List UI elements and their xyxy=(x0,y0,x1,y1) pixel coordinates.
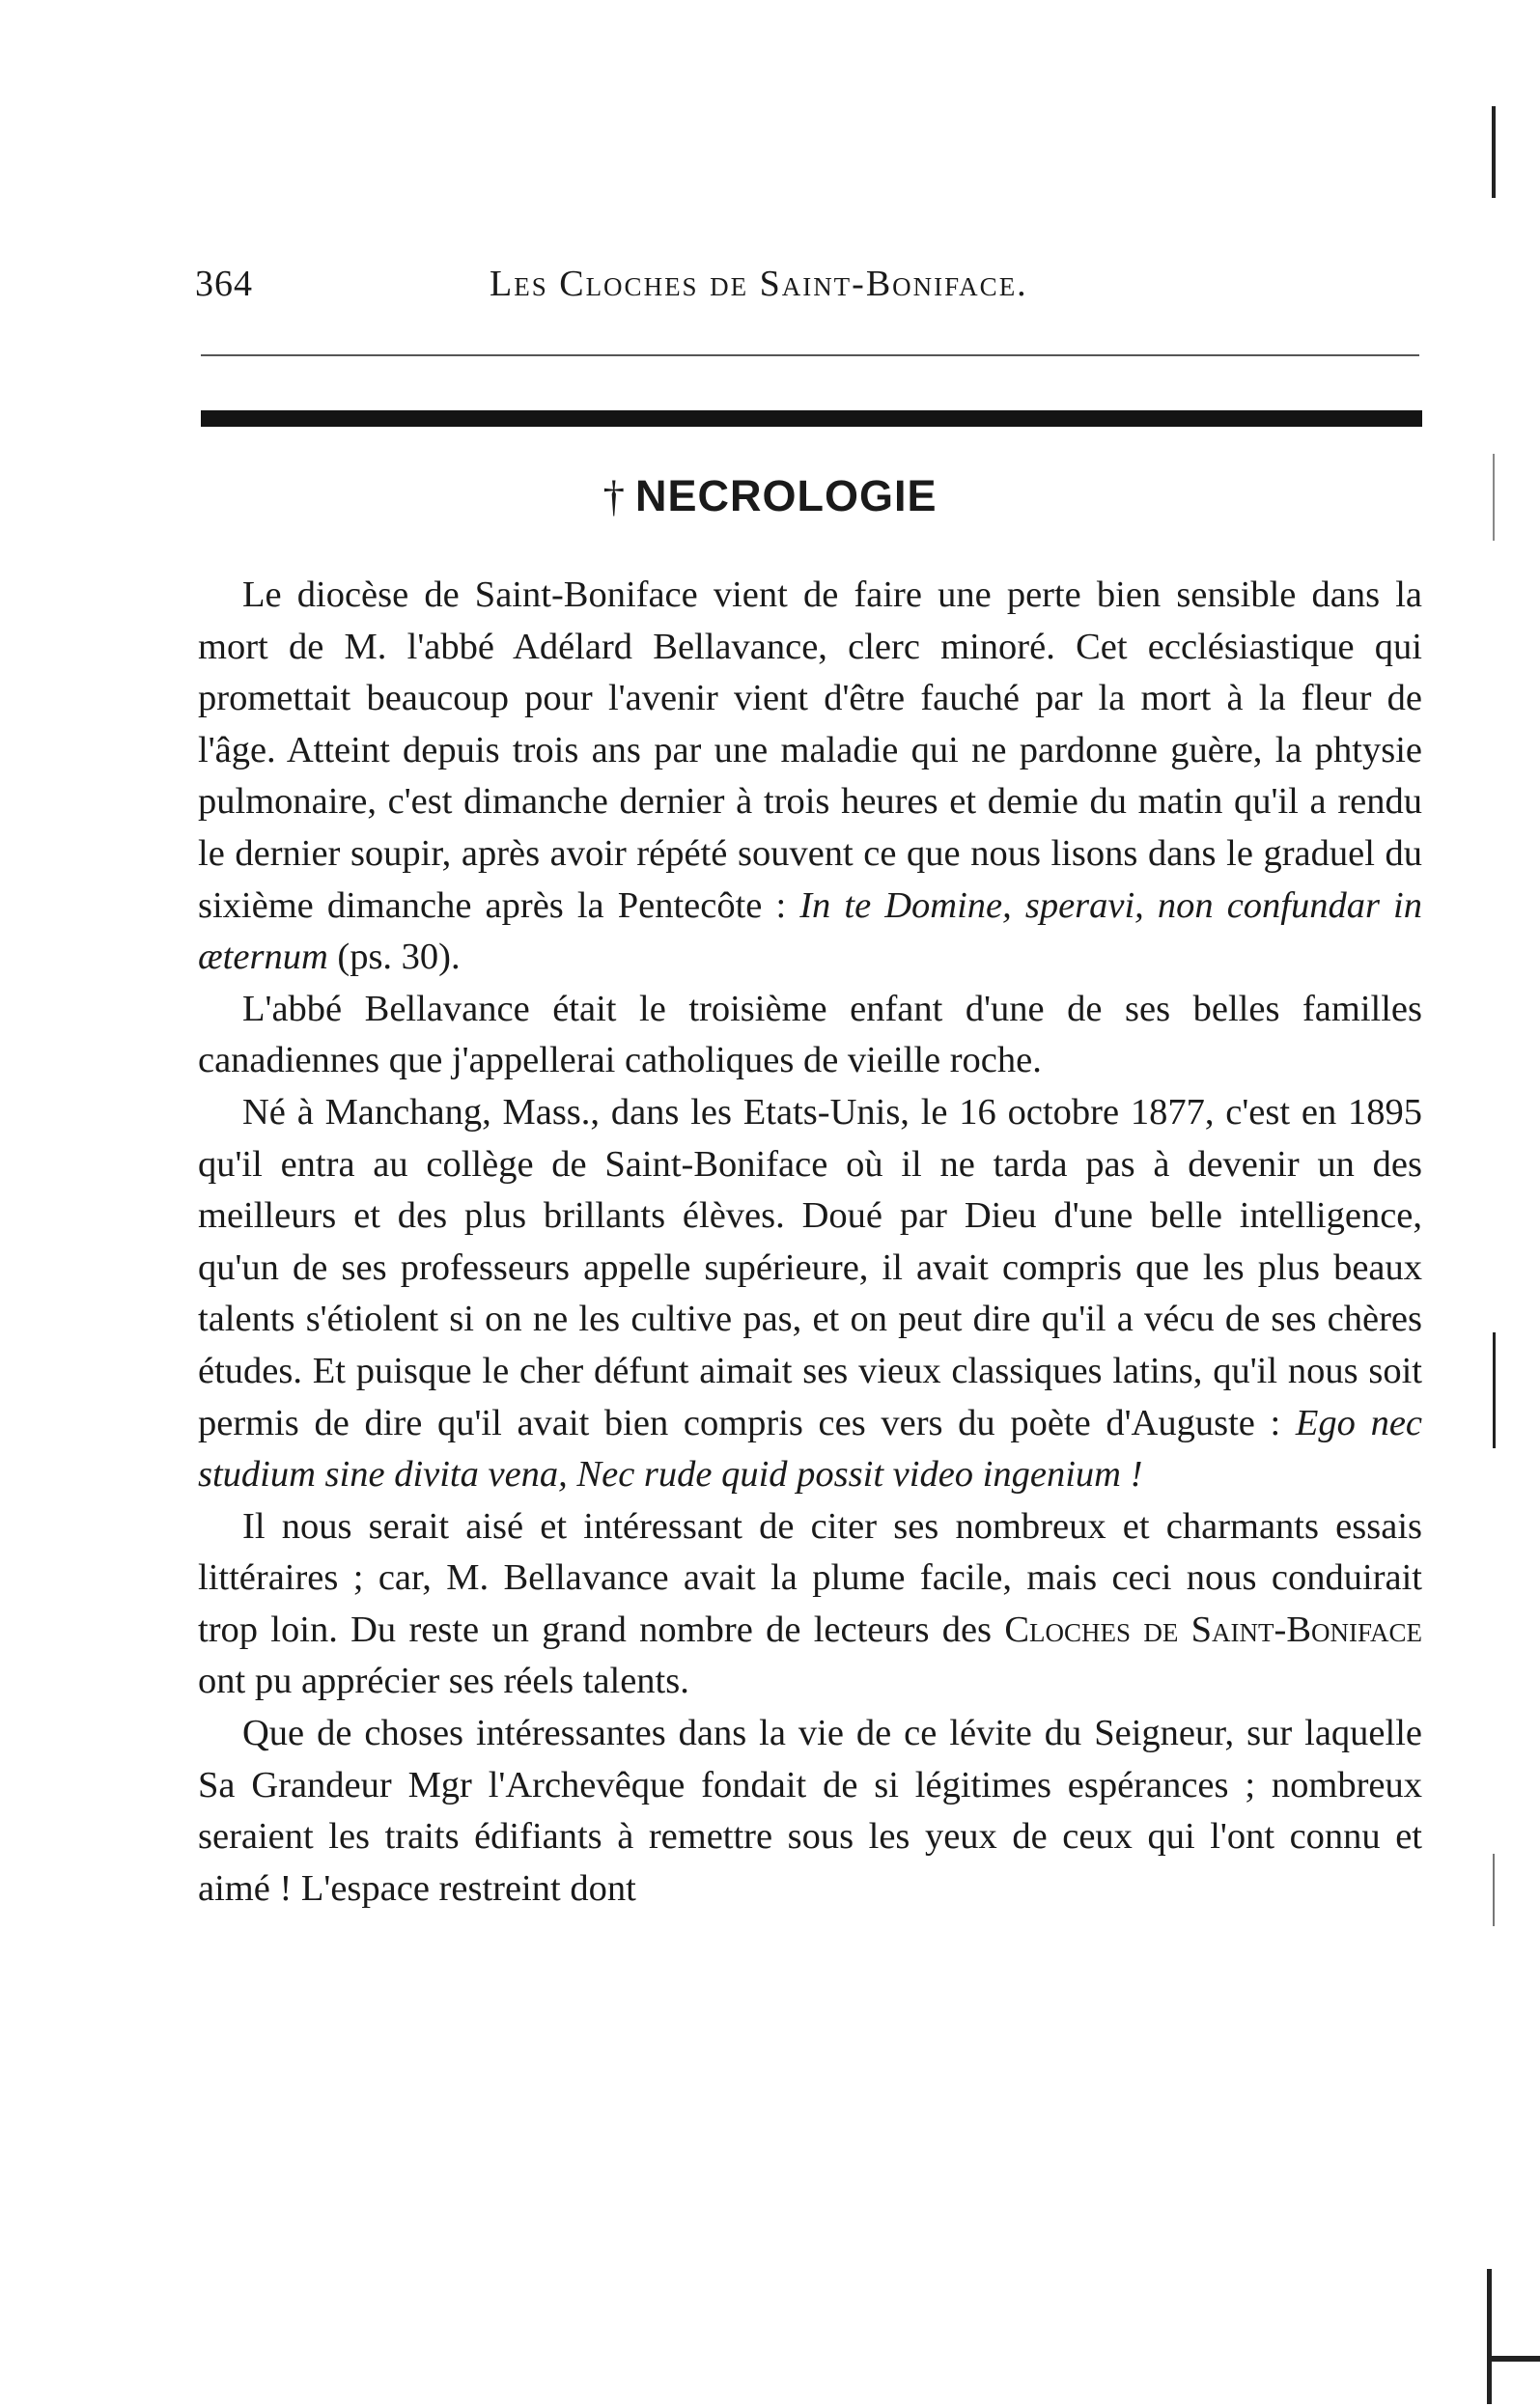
article-title: NECROLOGIE xyxy=(634,471,938,520)
scan-edge-mark xyxy=(1487,2269,1492,2404)
paragraph-4-end: ont pu apprécier ses réels talents. xyxy=(198,1661,689,1702)
header-rule xyxy=(201,354,1419,356)
paragraph-2-text: L'abbé Bellavance était le troisième enfant d'une de ses belles familles canadiennes que j'appellerai catholiques de vieille roche. xyxy=(198,988,1422,1081)
paragraph-3-text: Né à Manchang, Mass., dans les Etats-Unis, le 16 octobre 1877, c'est en 1895 qu'il entra au collège de Saint-Boniface où il ne tarda pas à devenir un des meilleurs et des plus brillants élèves. Doué par Dieu d'une belle intelligence, qu'un de ses professeurs appelle supérieure, il avait compris que les plus beaux talents s'étiolent si on ne les cultive pas, et on peut dire qu'il a vécu de ses chères études. Et puisque le cher défunt aimait ses vieux classiques latins, qu'il nous soit permis de dire qu'il avait bien compris ces vers du poète d'Auguste : xyxy=(198,1091,1422,1443)
running-title: Les Cloches de Saint-Boniface. xyxy=(490,264,1028,304)
paragraph-3 xyxy=(198,1087,1422,1501)
section-rule xyxy=(201,410,1422,427)
journal-name: Cloches de Saint-Boniface xyxy=(1004,1609,1423,1650)
latin-quote-horace: Ego nec studium sine divita vena, Nec rude quid possit video ingenium ! xyxy=(198,1402,1422,1496)
paragraph-5 xyxy=(198,1708,1422,1915)
scan-edge-mark xyxy=(1487,2356,1540,2362)
paragraph-5-text: Que de choses intéressantes dans la vie de ce lévite du Seigneur, sur laquelle Sa Grandeur Mgr l'Archevêque fondait de si légitimes espérances ; nombreux seraient les traits édifiants à remettre sous les yeux de ceux qui l'ont connu et aimé ! L'espace restreint dont xyxy=(198,1713,1422,1909)
paragraph-4-text: Il nous serait aisé et intéressant de citer ses nombreux et charmants essais littéraires ; car, M. Bellavance avait la plume facile, mais ceci nous conduirait trop loin. Du reste un grand nombre de lecteurs des xyxy=(198,1505,1422,1650)
paragraph-1 xyxy=(198,570,1422,984)
article-body xyxy=(198,570,1422,1915)
latin-quote-psalm: In te Domine, speravi, non confundar in æternum xyxy=(198,884,1422,978)
scan-edge-mark xyxy=(1493,1854,1495,1926)
scan-edge-mark xyxy=(1492,106,1496,198)
page-number: 364 xyxy=(195,264,253,304)
dagger-icon: † xyxy=(602,472,626,520)
running-head xyxy=(195,263,1424,321)
paragraph-4 xyxy=(198,1501,1422,1708)
article-heading xyxy=(0,471,1540,521)
paragraph-2 xyxy=(198,984,1422,1087)
scan-edge-mark xyxy=(1493,1332,1496,1448)
scan-edge-mark xyxy=(1493,454,1495,541)
paragraph-1-end: (ps. 30). xyxy=(327,937,461,978)
paragraph-1-text: Le diocèse de Saint-Boniface vient de faire une perte bien sensible dans la mort de M. l'abbé Adélard Bellavance, clerc minoré. Cet ecclésiastique qui promettait beaucoup pour l'avenir vient d'être fauché par la mort à la fleur de l'âge. Atteint depuis trois ans par une maladie qui ne pardonne guère, la phtysie pulmonaire, c'est dimanche dernier à trois heures et demie du matin qu'il a rendu le dernier soupir, après avoir répété souvent ce que nous lisons dans le graduel du sixième dimanche après la Pentecôte : xyxy=(198,574,1422,926)
